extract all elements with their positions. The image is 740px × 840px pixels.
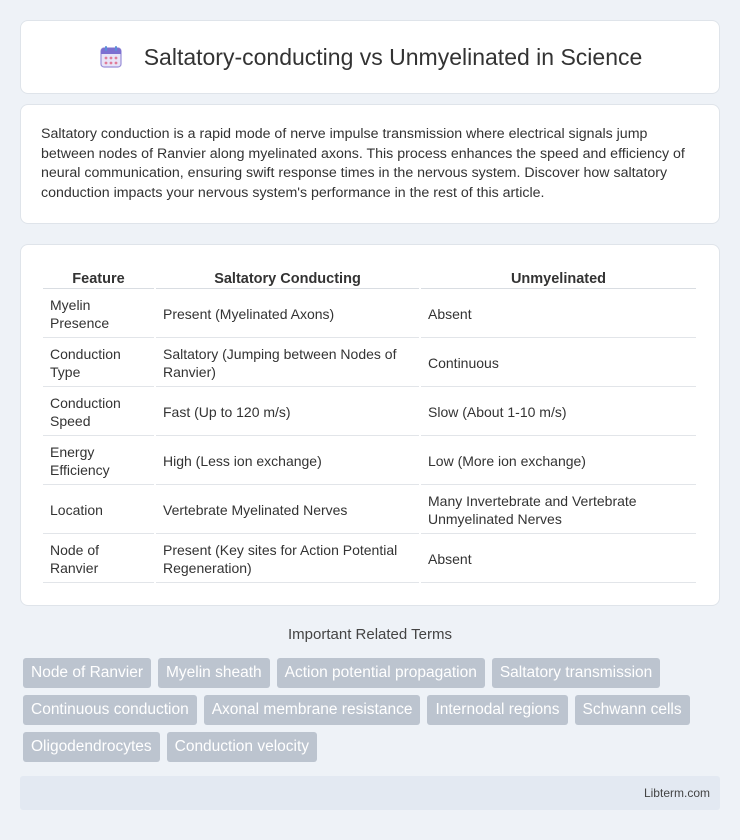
- cell-unmyelinated: Many Invertebrate and Vertebrate Unmyelinated Nerves: [421, 487, 696, 534]
- related-term-tag[interactable]: Saltatory transmission: [492, 658, 660, 688]
- cell-saltatory: High (Less ion exchange): [156, 438, 419, 485]
- related-term-tag[interactable]: Axonal membrane resistance: [204, 695, 421, 725]
- table-row: [43, 487, 696, 534]
- intro-card: [20, 104, 720, 224]
- comparison-table: [41, 263, 698, 585]
- comparison-table-card: [20, 244, 720, 606]
- cell-feature: Node of Ranvier: [43, 536, 154, 583]
- cell-saltatory: Present (Myelinated Axons): [156, 291, 419, 338]
- related-terms-list: [23, 658, 723, 762]
- table-row: [43, 340, 696, 387]
- footer-site-link[interactable]: Libterm.com: [643, 786, 710, 800]
- cell-unmyelinated: Absent: [421, 536, 696, 583]
- cell-feature: Location: [43, 487, 154, 534]
- cell-saltatory: Present (Key sites for Action Potential Regeneration): [156, 536, 419, 583]
- related-term-tag[interactable]: Internodal regions: [427, 695, 567, 725]
- header-unmyelinated: Unmyelinated: [421, 265, 696, 289]
- cell-unmyelinated: Absent: [421, 291, 696, 338]
- table-row: [43, 536, 696, 583]
- table-row: [43, 438, 696, 485]
- cell-feature: Conduction Speed: [43, 389, 154, 436]
- table-row: [43, 389, 696, 436]
- cell-saltatory: Vertebrate Myelinated Nerves: [156, 487, 419, 534]
- cell-unmyelinated: Low (More ion exchange): [421, 438, 696, 485]
- intro-text: Saltatory conduction is a rapid mode of nerve impulse transmission where electrical signals jump between nodes of Ranvier along myelinated axons. This process enhances the speed and efficiency of neural communication, ensuring swift response times in the nervous system. Discover how saltatory conduction impacts your nervous system's performance in the rest of this article.: [41, 126, 685, 201]
- cell-unmyelinated: Continuous: [421, 340, 696, 387]
- cell-feature: Myelin Presence: [43, 291, 154, 338]
- header-card: [20, 20, 720, 94]
- footer: [20, 776, 720, 810]
- cell-unmyelinated: Slow (About 1-10 m/s): [421, 389, 696, 436]
- cell-feature: Energy Efficiency: [43, 438, 154, 485]
- related-term-tag[interactable]: Node of Ranvier: [23, 658, 151, 688]
- header-feature: Feature: [43, 265, 154, 289]
- related-term-tag[interactable]: Action potential propagation: [277, 658, 485, 688]
- cell-saltatory: Fast (Up to 120 m/s): [156, 389, 419, 436]
- page-title: Saltatory-conducting vs Unmyelinated in Science: [143, 43, 643, 70]
- calendar-icon: [98, 44, 124, 70]
- related-term-tag[interactable]: Myelin sheath: [158, 658, 270, 688]
- cell-feature: Conduction Type: [43, 340, 154, 387]
- header-saltatory: Saltatory Conducting: [156, 265, 419, 289]
- cell-saltatory: Saltatory (Jumping between Nodes of Ranvier): [156, 340, 419, 387]
- related-term-tag[interactable]: Conduction velocity: [167, 732, 317, 762]
- table-header-row: [43, 265, 696, 289]
- related-terms-title: Important Related Terms: [288, 626, 452, 643]
- related-term-tag[interactable]: Continuous conduction: [23, 695, 197, 725]
- related-term-tag[interactable]: Schwann cells: [575, 695, 690, 725]
- table-row: [43, 291, 696, 338]
- related-term-tag[interactable]: Oligodendrocytes: [23, 732, 160, 762]
